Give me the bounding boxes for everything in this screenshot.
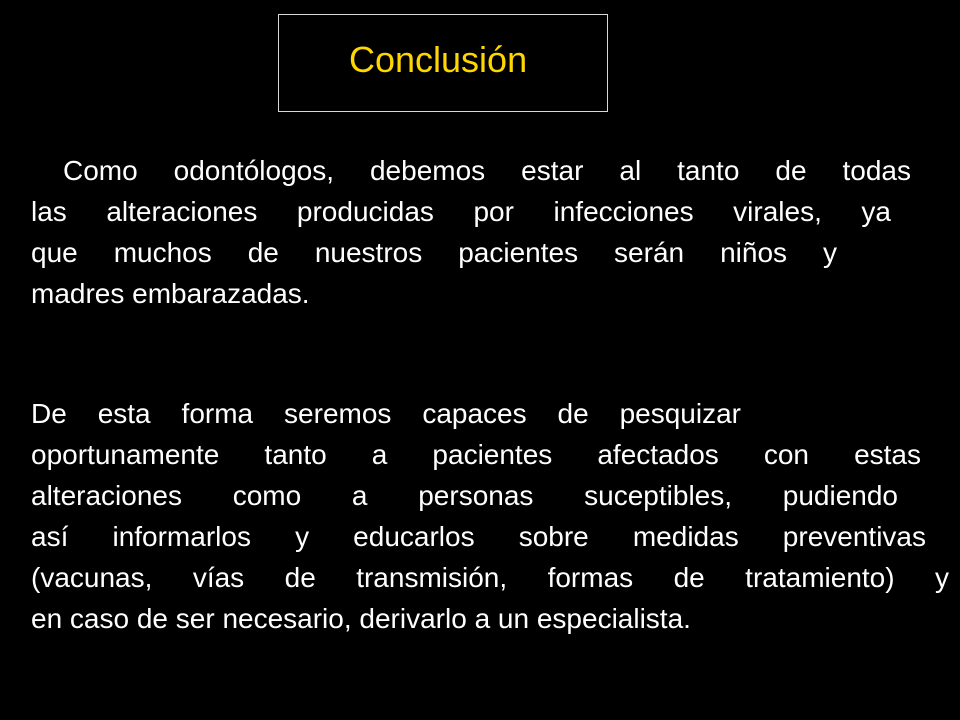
- paragraph-line: las alteraciones producidas por infecciones virales, ya: [31, 196, 891, 227]
- paragraph-line: así informarlos y educarlos sobre medidas preventivas: [31, 521, 926, 552]
- paragraph-line: en caso de ser necesario, derivarlo a un especialista.: [31, 603, 691, 634]
- paragraph-line: De esta forma seremos capaces de pesquizar: [31, 398, 741, 429]
- paragraph-line: oportunamente tanto a pacientes afectados con estas: [31, 439, 921, 470]
- paragraph-line: Como odontólogos, debemos estar al tanto de todas: [63, 155, 911, 186]
- title-box: [278, 14, 608, 112]
- paragraph-line: alteraciones como a personas suceptibles, pudiendo: [31, 480, 898, 511]
- paragraph-intro: [31, 150, 956, 314]
- paragraph-line: madres embarazadas.: [31, 278, 310, 309]
- paragraph-line: (vacunas, vías de transmisión, formas de tratamiento) y: [31, 562, 949, 593]
- paragraph-line: que muchos de nuestros pacientes serán niños y: [31, 237, 837, 268]
- paragraph-conclusion: [31, 393, 956, 639]
- slide-title: Conclusión: [349, 39, 528, 80]
